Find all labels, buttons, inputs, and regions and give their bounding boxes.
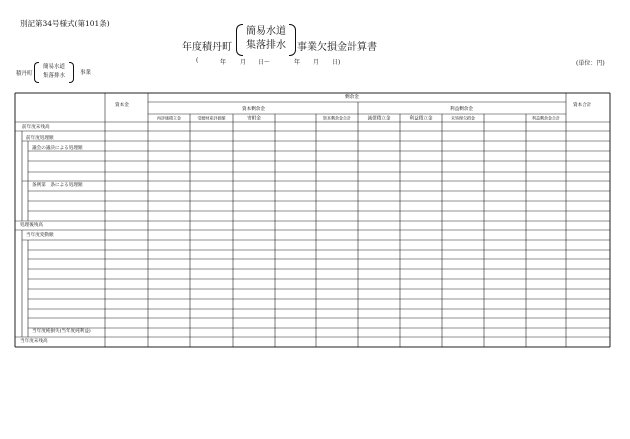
header-retained-earnings: 利益剰余金 <box>450 107 473 112</box>
sub-town: 積丹町 <box>16 71 33 77</box>
header-capital: 資本金 <box>115 103 129 108</box>
row-prev-disposal: 前年度処理額 <box>26 136 54 141</box>
sub-suffix: 事業 <box>80 70 92 76</box>
subcol-label: 利益積立金 <box>409 116 433 122</box>
period-day2: 日) <box>332 59 341 66</box>
row-after-disposal: 処理後残高 <box>20 223 43 228</box>
period-month2: 月 <box>313 59 320 66</box>
form-number: 別記第34号様式(第101条) <box>20 19 110 28</box>
row-prev-end: 前年度末残高 <box>22 125 50 130</box>
subcol-label: 受贈財産評価額 <box>197 115 226 121</box>
period-year2: 年 <box>294 59 301 66</box>
subcol-label: 寄附金 <box>247 116 261 122</box>
unit-label: (単位：円) <box>576 60 605 67</box>
period-open: ( <box>196 57 199 64</box>
row-current-end: 当年度末残高 <box>20 339 48 344</box>
period-day1: 日〜 <box>258 59 271 66</box>
subcol-label: 再評価積立金 <box>157 115 181 121</box>
title-suffix: 事業欠損金計算書 <box>297 42 377 53</box>
sub-option-sewer: 集落排水 <box>42 73 65 79</box>
title-option-water: 簡易水道 <box>246 26 286 37</box>
row-council: 議会の議決による処理額 <box>32 146 83 151</box>
subcol-label: 利益剰余金合計 <box>532 115 560 121</box>
period-year1: 年 <box>220 59 227 66</box>
header-capital-surplus: 資本剰余金 <box>242 107 265 112</box>
subcol-label: 減債積立金 <box>367 116 391 122</box>
header-surplus: 剰余金 <box>345 95 359 100</box>
subcol-label: 資本剰余金合計 <box>323 115 351 121</box>
period-month1: 月 <box>240 59 247 66</box>
row-current-change: 当年度変動額 <box>26 233 54 238</box>
title-option-sewer: 集落排水 <box>246 40 286 51</box>
row-ordinance: 条例第 条による処理額 <box>32 183 83 188</box>
sub-option-water: 簡易水道 <box>42 64 65 70</box>
title-prefix: 年度積丹町 <box>182 42 232 53</box>
row-current-loss: 当年度純損失(当年度純利益) <box>32 329 91 334</box>
subcol-label: 未処理欠損金 <box>451 115 475 121</box>
header-capital-total: 資本合計 <box>573 103 592 108</box>
